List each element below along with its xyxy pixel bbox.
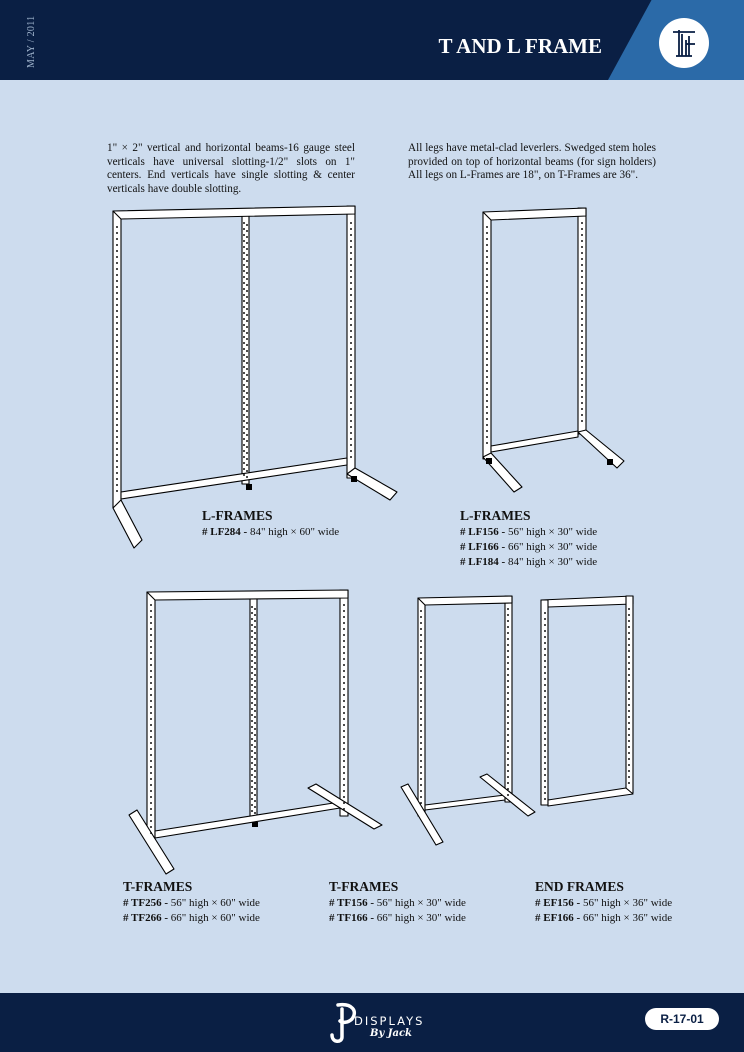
product-line: # TF156 - 56" high × 30" wide <box>329 897 466 909</box>
page-code-badge: R-17-01 <box>645 1008 719 1030</box>
caption-heading: T-FRAMES <box>123 879 193 894</box>
product-line: # EF156 - 56" high × 36" wide <box>535 897 673 909</box>
caption-tframes-small <box>329 878 466 926</box>
product-line: # LF166 - 66" high × 30" wide <box>460 541 598 553</box>
footer-tagline: By Jack <box>370 1028 412 1039</box>
caption-lframes-large <box>202 507 339 540</box>
product-line: # TF266 - 66" high × 60" wide <box>123 912 260 924</box>
product-line: # TF166 - 66" high × 30" wide <box>329 912 466 924</box>
caption-end-frames <box>535 878 672 926</box>
caption-lframes-small <box>460 507 597 570</box>
caption-heading: T-FRAMES <box>329 879 399 894</box>
caption-heading: END FRAMES <box>535 879 624 894</box>
page-title: T AND L FRAME <box>438 34 602 58</box>
caption-heading: L-FRAMES <box>202 508 273 523</box>
product-line: # EF166 - 66" high × 36" wide <box>535 912 673 924</box>
tframe-tf1xx-drawing <box>401 596 535 845</box>
issue-date: MAY / 2011 <box>26 15 37 69</box>
product-line: # LF156 - 56" high × 30" wide <box>460 526 598 538</box>
intro-paragraph-left: 1" × 2" vertical and horizontal beams-16 gauge steel verticals have universal slotting-1/2" slots on 1" centers. End verticals have single slotting & center verticals have double slotting. <box>107 142 355 195</box>
tframe-tf2xx-drawing <box>129 590 382 874</box>
lframe-lf284-drawing <box>113 206 397 548</box>
product-line: # TF256 - 56" high × 60" wide <box>123 897 260 909</box>
product-line: # LF284 - 84" high × 60" wide <box>202 526 340 538</box>
end-frame-ef1xx-drawing <box>541 596 633 806</box>
intro-paragraph-right: All legs have metal-clad leverlers. Swedged stem holes provided on top of horizontal beams (for sign holders) All legs on L-Frames are 18", on T-Frames are 36". <box>408 142 656 182</box>
product-line: # LF184 - 84" high × 30" wide <box>460 556 598 568</box>
lframe-lf1xx-drawing <box>483 208 624 492</box>
caption-tframes-large <box>123 878 260 926</box>
footer-brand: DISPLAYS <box>354 1014 425 1028</box>
caption-heading: L-FRAMES <box>460 508 531 523</box>
